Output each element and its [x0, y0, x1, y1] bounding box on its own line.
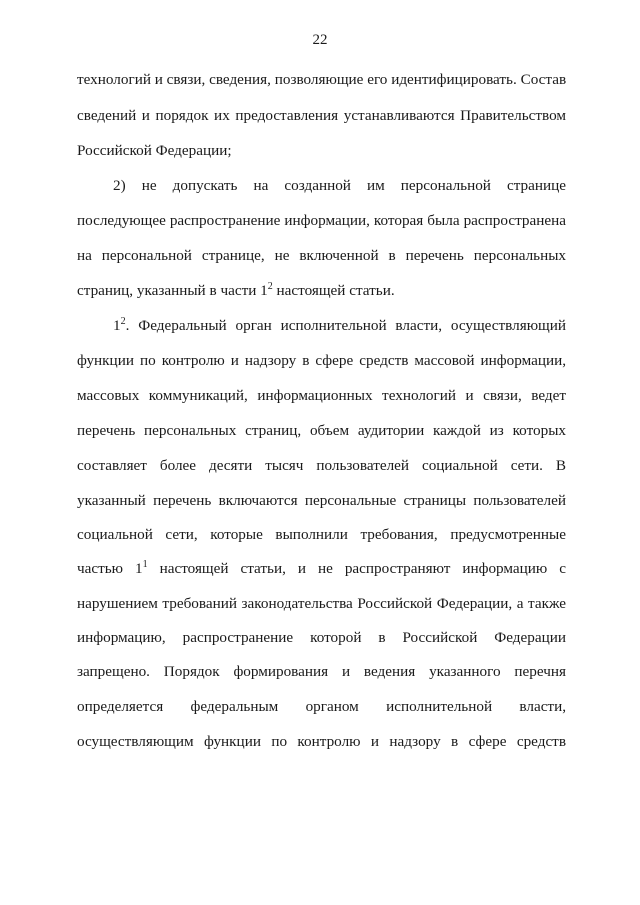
text-line [113, 316, 566, 336]
page-number: 22 [312, 32, 328, 48]
text-line: на персональной странице, не включенной в перечень персональных [77, 247, 566, 264]
text-line: последующее распространение информации, которая была распространена [77, 212, 566, 229]
text-segment: . Федеральный орган исполнительной власти, осуществляющий [125, 317, 566, 334]
text-line: осуществляющим функции по контролю и надзору в сфере средств [77, 733, 566, 750]
text-segment: настоящей статьи. [272, 282, 395, 299]
superscript: 1 [142, 559, 148, 570]
text-line: технологий и связи, сведения, позволяющие его идентифицировать. Состав [77, 71, 566, 88]
text-line: перечень персональных страниц, объем аудитории каждой из которых [77, 422, 566, 439]
text-line: определяется федеральным органом исполнительной власти, [77, 698, 566, 715]
text-line: указанный перечень включаются персональные страницы пользователей [77, 492, 566, 509]
text-line: сведений и порядок их предоставления устанавливаются Правительством [77, 107, 566, 124]
text-line [77, 559, 566, 579]
text-line: составляет более десяти тысяч пользователей социальной сети. В [77, 457, 566, 474]
text-line: информацию, распространение которой в Российской Федерации [77, 629, 566, 646]
text-line [77, 281, 566, 301]
text-line: нарушением требований законодательства Российской Федерации, а также [77, 595, 566, 612]
text-line: 2) не допускать на созданной им персональной странице [113, 177, 566, 194]
superscript: 2 [267, 281, 273, 292]
text-segment: настоящей статьи, и не распространяют информацию с [147, 560, 566, 577]
text-line: функции по контролю и надзору в сфере средств массовой информации, [77, 352, 566, 369]
text-line: социальной сети, которые выполнили требования, предусмотренные [77, 526, 566, 543]
text-segment: страниц, указанный в части 1 [77, 282, 268, 299]
text-segment: частью 1 [77, 560, 143, 577]
text-line: Российской Федерации; [77, 142, 232, 159]
superscript: 2 [120, 316, 126, 327]
text-segment: 1 [113, 317, 121, 334]
text-line: запрещено. Порядок формирования и ведения указанного перечня [77, 663, 566, 680]
text-line: массовых коммуникаций, информационных технологий и связи, ведет [77, 387, 566, 404]
